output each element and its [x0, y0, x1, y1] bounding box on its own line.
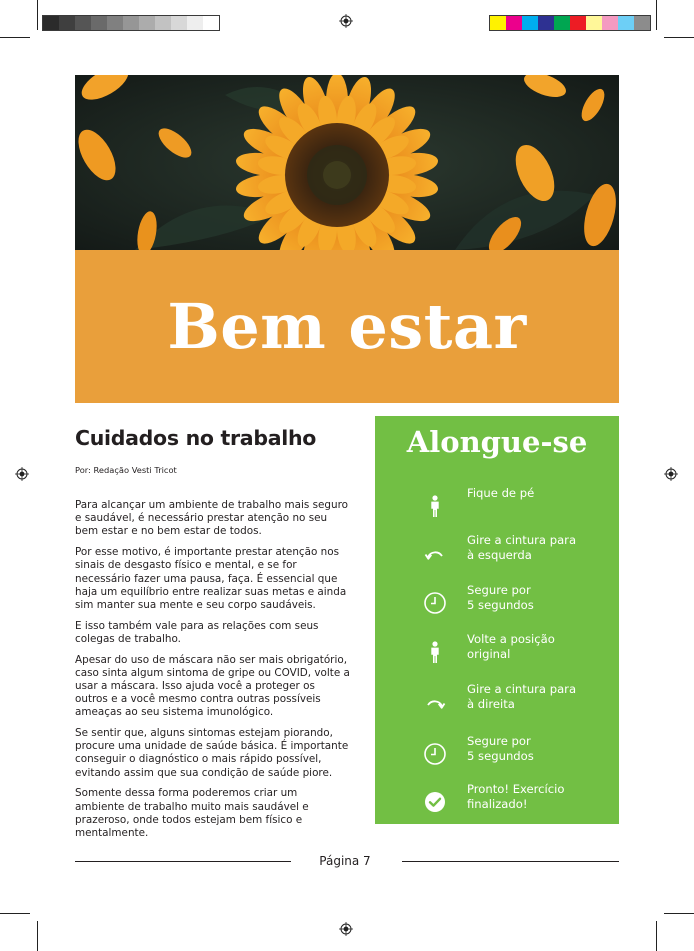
color-swatch	[602, 16, 618, 30]
crop-mark	[0, 913, 30, 914]
stretch-sidebar	[375, 416, 619, 824]
gray-swatch	[187, 16, 203, 30]
stretch-step	[375, 782, 619, 822]
step-label: Segure por 5 segundos	[467, 583, 534, 613]
clock-icon	[423, 742, 447, 766]
crop-mark	[37, 921, 38, 951]
crop-mark	[664, 37, 694, 38]
step-label: Segure por 5 segundos	[467, 734, 534, 764]
crop-mark	[664, 913, 694, 914]
color-swatch	[634, 16, 650, 30]
article-paragraph: Por esse motivo, é importante prestar atenção nos sinais de desgasto físico e mental, e se for necessário fazer uma pausa, faça. É essencial que haja um equilíbrio entre realizar suas metas e ainda sim manter sua mente e seu corpo saudáveis.	[75, 546, 347, 611]
stretch-step	[375, 486, 619, 526]
step-label: Volte a posição original	[467, 632, 555, 662]
color-swatch	[538, 16, 554, 30]
article-paragraph: Somente dessa forma poderemos criar um ambiente de trabalho muito mais saudável e prazeroso, onde todos estejam bem físico e mentalmente.	[75, 787, 309, 839]
step-label: Gire a cintura para à esquerda	[467, 533, 577, 563]
stretch-step	[375, 533, 619, 573]
rotate-left-icon	[423, 541, 447, 565]
step-label: Fique de pé	[467, 486, 535, 500]
stretch-step	[375, 583, 619, 623]
color-swatch	[586, 16, 602, 30]
article-body	[75, 499, 350, 840]
title-banner	[75, 250, 619, 403]
color-swatch	[506, 16, 522, 30]
gray-swatch	[59, 16, 75, 30]
rotate-right-icon	[423, 690, 447, 714]
color-calibration-bar	[489, 15, 651, 31]
article	[75, 426, 350, 848]
footer-rule-left	[75, 861, 291, 862]
gray-swatch	[43, 16, 59, 30]
gray-swatch	[91, 16, 107, 30]
registration-mark	[15, 467, 29, 481]
crop-mark	[0, 37, 30, 38]
registration-mark	[339, 922, 353, 936]
clock-icon	[423, 591, 447, 615]
article-paragraph: Se sentir que, alguns sintomas estejam piorando, procure uma unidade de saúde básica. É importante conseguir o diagnóstico o mais rápido possível, evitando assim que sua condição de saúde piore.	[75, 727, 349, 779]
gray-swatch	[107, 16, 123, 30]
stretch-step	[375, 632, 619, 672]
gray-swatch	[171, 16, 187, 30]
gray-swatch	[75, 16, 91, 30]
footer-rule-right	[402, 861, 619, 862]
person-standing-icon	[423, 640, 447, 664]
sunflower-illustration	[75, 75, 619, 250]
sunflower-photo	[75, 75, 619, 250]
article-paragraph: Apesar do uso de máscara não ser mais obrigatório, caso sinta algum sintoma de gripe ou COVID, volte a usar a máscara. Isso ajuda você a proteger os outros e a você mesmo contra outras possíveis ameaças ao seu sistema imunológico.	[75, 653, 350, 719]
crop-mark	[656, 921, 657, 951]
sidebar-title: Alongue-se	[406, 425, 588, 459]
grayscale-calibration-bar	[42, 15, 220, 31]
color-swatch	[522, 16, 538, 30]
article-heading: Cuidados no trabalho	[75, 426, 317, 450]
gray-swatch	[203, 16, 219, 30]
step-label: Gire a cintura para à direita	[467, 682, 577, 712]
crop-mark	[37, 0, 38, 30]
color-swatch	[618, 16, 634, 30]
page-title: Bem estar	[167, 290, 527, 363]
stretch-step	[375, 734, 619, 774]
check-circle-icon	[423, 790, 447, 814]
crop-mark	[656, 0, 657, 30]
gray-swatch	[139, 16, 155, 30]
page-number: Página 7	[319, 854, 371, 868]
stretch-step	[375, 682, 619, 722]
person-standing-icon	[423, 494, 447, 518]
gray-swatch	[155, 16, 171, 30]
color-swatch	[570, 16, 586, 30]
step-label: Pronto! Exercício finalizado!	[467, 782, 565, 812]
article-byline: Por: Redação Vesti Tricot	[75, 465, 177, 475]
registration-mark	[339, 14, 353, 28]
article-paragraph: E isso também vale para as relações com seus colegas de trabalho.	[75, 619, 319, 645]
registration-mark	[664, 467, 678, 481]
color-swatch	[554, 16, 570, 30]
article-paragraph: Para alcançar um ambiente de trabalho mais seguro e saudável, é necessário prestar atenção no seu bem estar e no bem estar de todos.	[75, 499, 348, 538]
color-swatch	[490, 16, 506, 30]
gray-swatch	[123, 16, 139, 30]
